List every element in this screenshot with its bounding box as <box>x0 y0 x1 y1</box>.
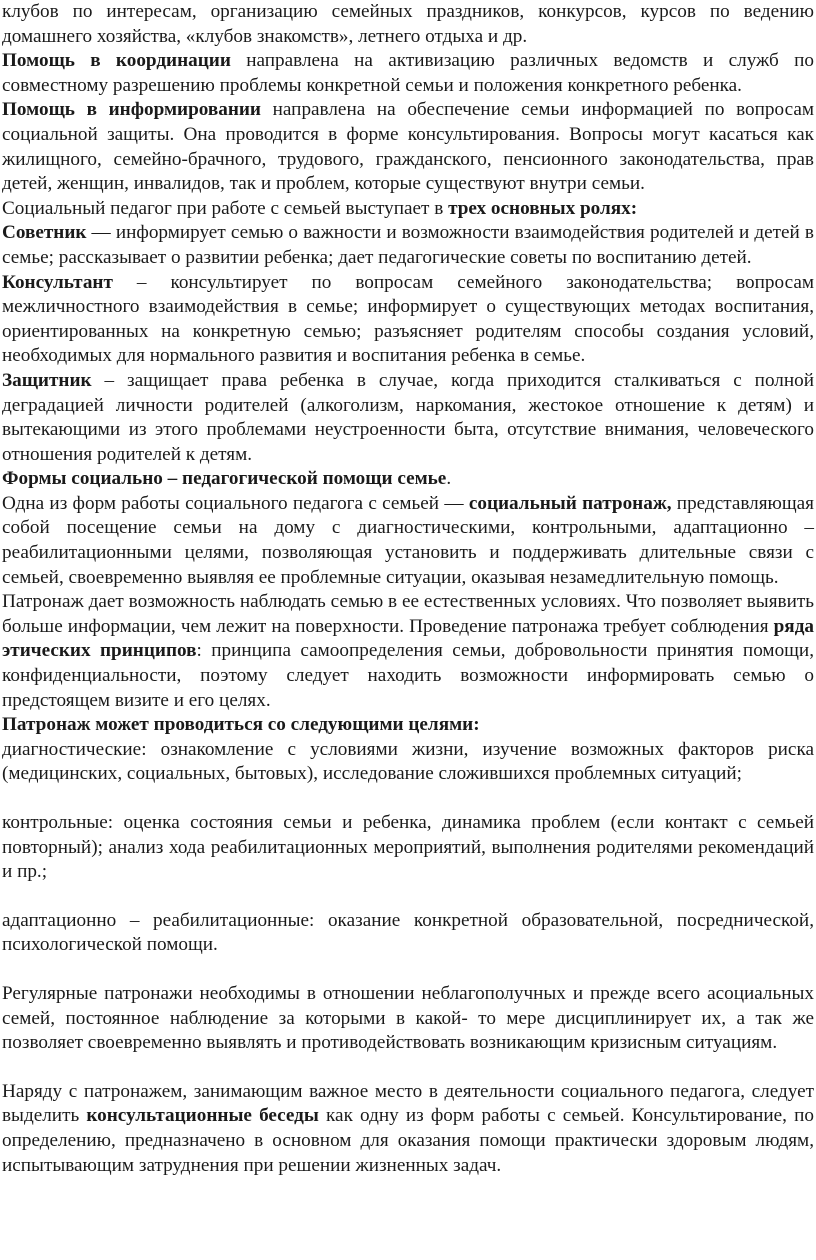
term-consultant: Консультант <box>2 271 113 293</box>
text-consultant: – консультирует по вопросам семейного законодательства; вопросам межличностного взаимодействия в семье; информирует о существующих методах воспитания, ориентированных на конкретную семью; разъясняет родителям способы создания условий, необходимых для нормального развития и воспитания ребенка в семье. <box>2 271 814 367</box>
term-coordination: Помощь в координации <box>2 50 231 72</box>
paragraph-advisor <box>2 221 814 270</box>
term-principles: ряда этических принципов <box>2 615 814 662</box>
text-advisor: — информирует семью о важности и возможности взаимодействия родителей и детей в семье; рассказывает о развитии ребенка; дает педагогические советы по воспитанию детей. <box>2 222 814 268</box>
paragraph-principles <box>2 590 814 713</box>
paragraph-consultant <box>2 271 814 369</box>
paragraph-patronage <box>2 492 814 590</box>
heading-forms-tail: . <box>446 468 452 490</box>
term-defender: Защитник <box>2 369 92 391</box>
heading-forms-text: Формы социально – педагогической помощи семье <box>2 468 447 490</box>
paragraph-informing <box>2 98 814 196</box>
paragraph-1: клубов по интересам, организацию семейных праздников, конкурсов, курсов по ведению домашнего хозяйства, «клубов знакомств», летнего отдыха и др. <box>2 1 814 47</box>
paragraph-consulting <box>2 1080 814 1178</box>
spacer <box>2 1056 814 1080</box>
paragraph-control: контрольные: оценка состояния семьи и ребенка, динамика проблем (если контакт с семьей повторный); анализ хода реабилитационных мероприятий, выполнения родителями рекомендаций и пр.; <box>2 812 814 883</box>
spacer <box>2 787 814 811</box>
paragraph-coordination <box>2 49 814 98</box>
paragraph-regular: Регулярные патронажи необходимы в отношении неблагополучных и прежде всего асоциальных семей, постоянное наблюдение за которыми в какой- то мере дисциплинирует их, а так же позволяет своевременно выявлять и противодействовать возникающим кризисным ситуациям. <box>2 982 814 1054</box>
paragraph-diagnostic: диагностические: ознакомление с условиями жизни, изучение возможных факторов риска (медицинских, социальных, бытовых), исследование сложившихся проблемных ситуаций; <box>2 738 814 785</box>
paragraph-defender <box>2 369 814 467</box>
heading-goals-text: Патронаж может проводиться со следующими целями: <box>2 714 480 736</box>
paragraph-adaptation: адаптационно – реабилитационные: оказание конкретной образовательной, посреднической, психологической помощи. <box>2 909 814 956</box>
text-informing: направлена на обеспечение семьи информацией по вопросам социальной защиты. Она проводится в форме консультирования. Вопросы могут касаться как жилищного, семейно-брачного, трудового, гражданского, пенсионного законодательства, прав детей, женщин, инвалидов, так и проблем, которые существуют внутри семьи. <box>2 99 814 195</box>
term-three-roles: трех основных ролях: <box>448 197 638 219</box>
text-patronage-2: представляющая собой посещение семьи на дому с диагностическими, контрольными, адаптационно – реабилитационными целями, позволяющая установить и поддерживать длительные связи с семьей, своевременно выявляя ее проблемные ситуации, оказывая незамедлительную помощь. <box>2 492 815 588</box>
term-informing: Помощь в информировании <box>2 99 261 121</box>
text-principles-2: : принципа самоопределения семьи, добровольности принятия помощи, конфиденциальности, поэтому следует находить возможности информировать семью о предстоящем визите и его целях. <box>2 640 814 711</box>
paragraph-roles-intro <box>2 197 814 222</box>
heading-forms <box>2 467 814 492</box>
text-roles-intro: Социальный педагог при работе с семьей выступает в <box>2 197 449 219</box>
text-consulting-1: Наряду с патронажем, занимающим важное место в деятельности социального педагога, следует выделить <box>2 1080 814 1127</box>
text-patronage-1: Одна из форм работы социального педагога с семьей — <box>2 492 469 514</box>
text-coordination: направлена на активизацию различных ведомств и служб по совместному разрешению проблемы конкретной семьи и положения конкретного ребенка. <box>2 50 814 96</box>
term-consulting: консультационные беседы <box>86 1105 319 1127</box>
text-principles-1: Патронаж дает возможность наблюдать семью в ее естественных условиях. Что позволяет выявить больше информации, чем лежит на поверхности. Проведение патронажа требует соблюдения <box>2 591 814 637</box>
text-defender: – защищает права ребенка в случае, когда приходится сталкиваться с полной деградацией личности родителей (алкоголизм, наркомания, жестокое отношение к детям) и вытекающими из этого проблемами неустроенности быта, отсутствие внимания, человеческого отношения родителей к детям. <box>2 369 814 465</box>
text-consulting-2: как одну из форм работы с семьей. Консультирование, по определению, предназначено в основном для оказания помощи практически здоровым людям, испытывающим затруднения при решении жизненных задач. <box>2 1105 814 1176</box>
term-advisor: Советник <box>2 222 87 244</box>
term-patronage: социальный патронаж, <box>468 492 672 514</box>
spacer <box>2 885 814 909</box>
spacer <box>2 958 814 982</box>
heading-goals <box>2 713 814 738</box>
